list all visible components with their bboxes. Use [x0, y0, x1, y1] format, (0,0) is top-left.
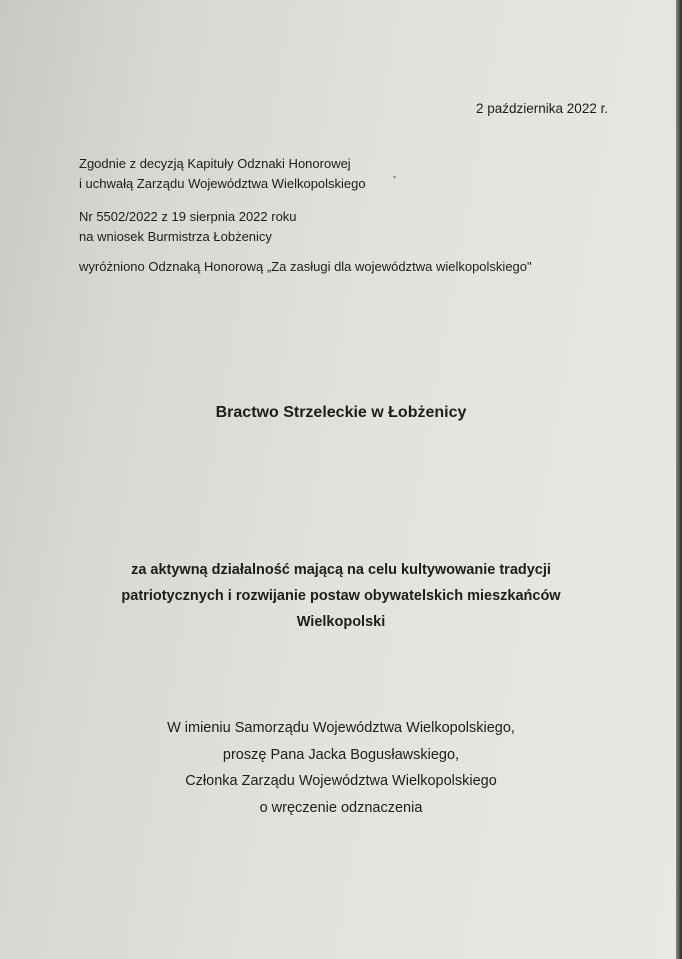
request-line: W imieniu Samorządu Województwa Wielkopolskiego, — [167, 720, 515, 736]
decision-line: na wniosek Burmistrza Łobżenicy — [79, 229, 272, 244]
decision-line: wyróżniono Odznaką Honorową „Za zasługi dla województwa wielkopolskiego" — [79, 259, 532, 274]
honoree-name: Bractwo Strzeleckie w Łobżenicy — [215, 404, 467, 421]
decision-line: Zgodnie z decyzją Kapituły Odznaki Honorowej — [79, 156, 351, 171]
award-reason — [0, 557, 682, 635]
reason-line: Wielkopolski — [296, 614, 386, 630]
page-edge-shadow — [676, 0, 682, 959]
request-line: proszę Pana Jacka Bogusławskiego, — [222, 746, 460, 763]
request-line: o wręczenie odznaczenia — [259, 799, 423, 816]
reason-line: za aktywną działalność mającą na celu kultywowanie tradycji — [131, 562, 551, 578]
document-date: 2 października 2022 r. — [476, 101, 609, 116]
request-line: Członka Zarządu Województwa Wielkopolskiego — [185, 773, 497, 789]
paper-speck — [393, 176, 396, 178]
decision-line: i uchwałą Zarządu Województwa Wielkopolskiego — [79, 176, 366, 191]
decision-block — [79, 154, 532, 277]
presentation-request — [0, 715, 682, 821]
reason-line: patriotycznych i rozwijanie postaw obywatelskich mieszkańców — [121, 588, 561, 604]
decision-line: Nr 5502/2022 z 19 sierpnia 2022 roku — [79, 209, 297, 224]
